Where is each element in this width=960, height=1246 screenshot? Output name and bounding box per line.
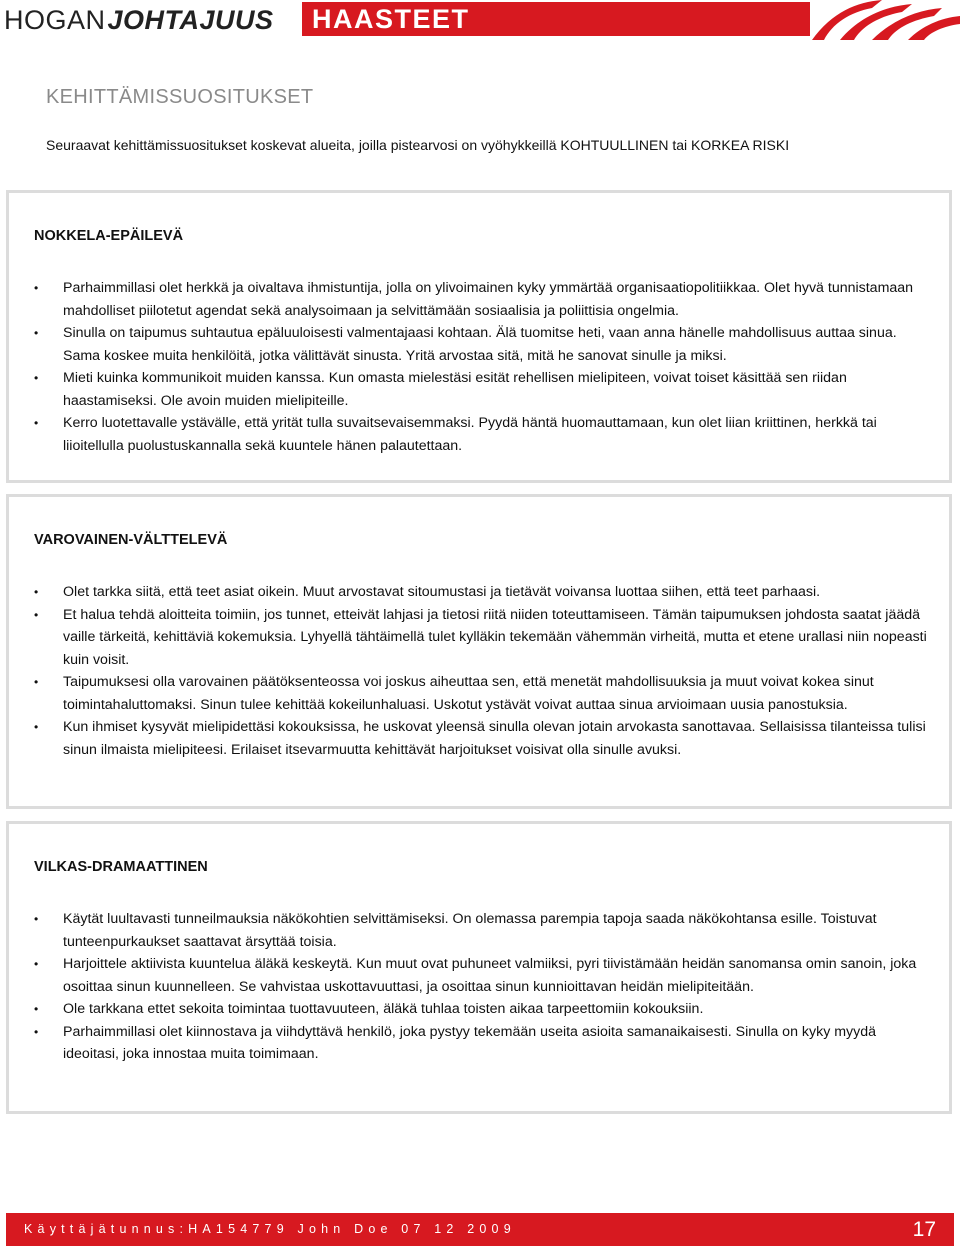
section-title: NOKKELA-EPÄILEVÄ [34, 228, 184, 244]
section-panel-nokkela-epaileva [6, 190, 952, 483]
section-title: VAROVAINEN-VÄLTTELEVÄ [34, 532, 228, 548]
bullet-item: • Parhaimmillasi olet kiinnostava ja viihdyttävä henkilö, joka pystyy tekemään useita asioita samanaikaisesti. Sinulla on kyky myydä ideoitasi, joka innostaa muita toimimaan. [34, 1021, 929, 1066]
brand-logo [4, 2, 274, 38]
brand-haasteet: HAASTEET [312, 4, 470, 34]
report-footer [6, 1213, 954, 1246]
bullet-item: • Käytät luultavasti tunneilmauksia näkökohtien selvittämiseksi. On olemassa parempia tapoja saada näkökohtansa esille. Toistuvat tunteenpurkaukset saattavat ärsyttää toisia. [34, 908, 929, 953]
bullet-list [34, 908, 929, 1066]
intro-text: Seuraavat kehittämissuositukset koskevat alueita, joilla pistearvosi on vyöhykkeillä KOHTUULLINEN tai KORKEA RISKI [46, 137, 790, 153]
bullet-item: • Parhaimmillasi olet herkkä ja oivaltava ihmistuntija, jolla on ylivoimainen kyky ymmärtää organisaatiopolitiikkaa. Olet hyvä tunnistamaan mahdolliset piilotetut agendat sekä analysoimaan ja selvittämään sosiaalisia ja poliittisia ongelmia. [34, 277, 929, 322]
section-panel-vilkas-dramaattinen [6, 821, 952, 1114]
swoosh-logo-icon [812, 0, 960, 40]
bullet-item: • Et halua tehdä aloitteita toimiin, jos tunnet, etteivät lahjasi ja tietosi riitä niiden toteuttamiseen. Tämän taipumuksen johdosta saatat jäädä vaille tärkeitä, kehittäviä kokemuksia. Lyhyellä tähtäimellä tulet kylläkin tekemään vähemmän virheitä, mutta et etene urallasi niin nopeasti kuin voisit. [34, 604, 929, 672]
brand-hogan: HOGAN [4, 4, 106, 35]
bullet-list [34, 581, 929, 761]
bullet-item: • Olet tarkka siitä, että teet asiat oikein. Muut arvostavat sitoumustasi ja tietävät voivansa luottaa siihen, että teet parhaasi. [34, 581, 929, 604]
report-header [0, 0, 960, 40]
brand-johtajuus: JOHTAJUUS [107, 4, 274, 35]
bullet-item: • Harjoittele aktiivista kuuntelua äläkä keskeytä. Kun muut ovat puhuneet valmiiksi, pyri tiivistämään heidän sanomansa omin sanoin, joka osoittaa sinun kuunnelleen. Se vahvistaa uskottavuuttasi, ja osoittaa sinun kunnioittavan heidän mielipiteitään. [34, 953, 929, 998]
bullet-item: • Ole tarkkana ettet sekoita toimintaa tuottavuuteen, äläkä tuhlaa toisten aikaa tarpeettomiin kokouksiin. [34, 998, 929, 1021]
footer-user-id: Käyttäjätunnus:HA154779 John Doe 07 12 2009 [24, 1222, 516, 1236]
bullet-item: • Sinulla on taipumus suhtautua epäluuloisesti valmentajaasi kohtaan. Älä tuomitse heti, vaan anna hänelle mahdollisuus auttaa sinua. Sama koskee muita henkilöitä, jotka välittävät sinusta. Yritä arvostaa sitä, mitä he sanovat sinulle ja miksi. [34, 322, 929, 367]
bullet-item: • Kerro luotettavalle ystävälle, että yrität tulla suvaitsevaisemmaksi. Pyydä häntä huomauttamaan, kun olet liian kriittinen, herkkä tai liioitellulla puolustuskannalla sekä kuuntele hänen palautettaan. [34, 412, 929, 457]
page-title: KEHITTÄMISSUOSITUKSET [46, 86, 314, 108]
section-panel-varovainen-valtteleva [6, 494, 952, 809]
page-number: 17 [912, 1218, 936, 1241]
bullet-item: • Mieti kuinka kommunikoit muiden kanssa. Kun omasta mielestäsi esität rehellisen mielipiteen, voivat toiset käsittää sen riidan haastamiseksi. Ole avoin muiden mielipiteille. [34, 367, 929, 412]
section-title: VILKAS-DRAMAATTINEN [34, 859, 208, 875]
bullet-item: • Kun ihmiset kysyvät mielipidettäsi kokouksissa, he uskovat yleensä sinulla olevan jotain arvokasta sanottavaa. Sellaisissa tilanteissa tulisi sinun ilmaista mielipiteesi. Erilaiset itsevarmuutta kehittävät harjoitukset voisivat olla sinulle avuksi. [34, 716, 929, 761]
bullet-item: • Taipumuksesi olla varovainen päätöksenteossa voi joskus aiheuttaa sen, että menetät mahdollisuuksia ja muut voivat kokea sinut toimintahaluttomaksi. Sinun tulee kehittää kokeilunhaluasi. Uskotut ystävät voivat auttaa sinua arvioimaan uusia panostuksia. [34, 671, 929, 716]
bullet-list [34, 277, 929, 457]
